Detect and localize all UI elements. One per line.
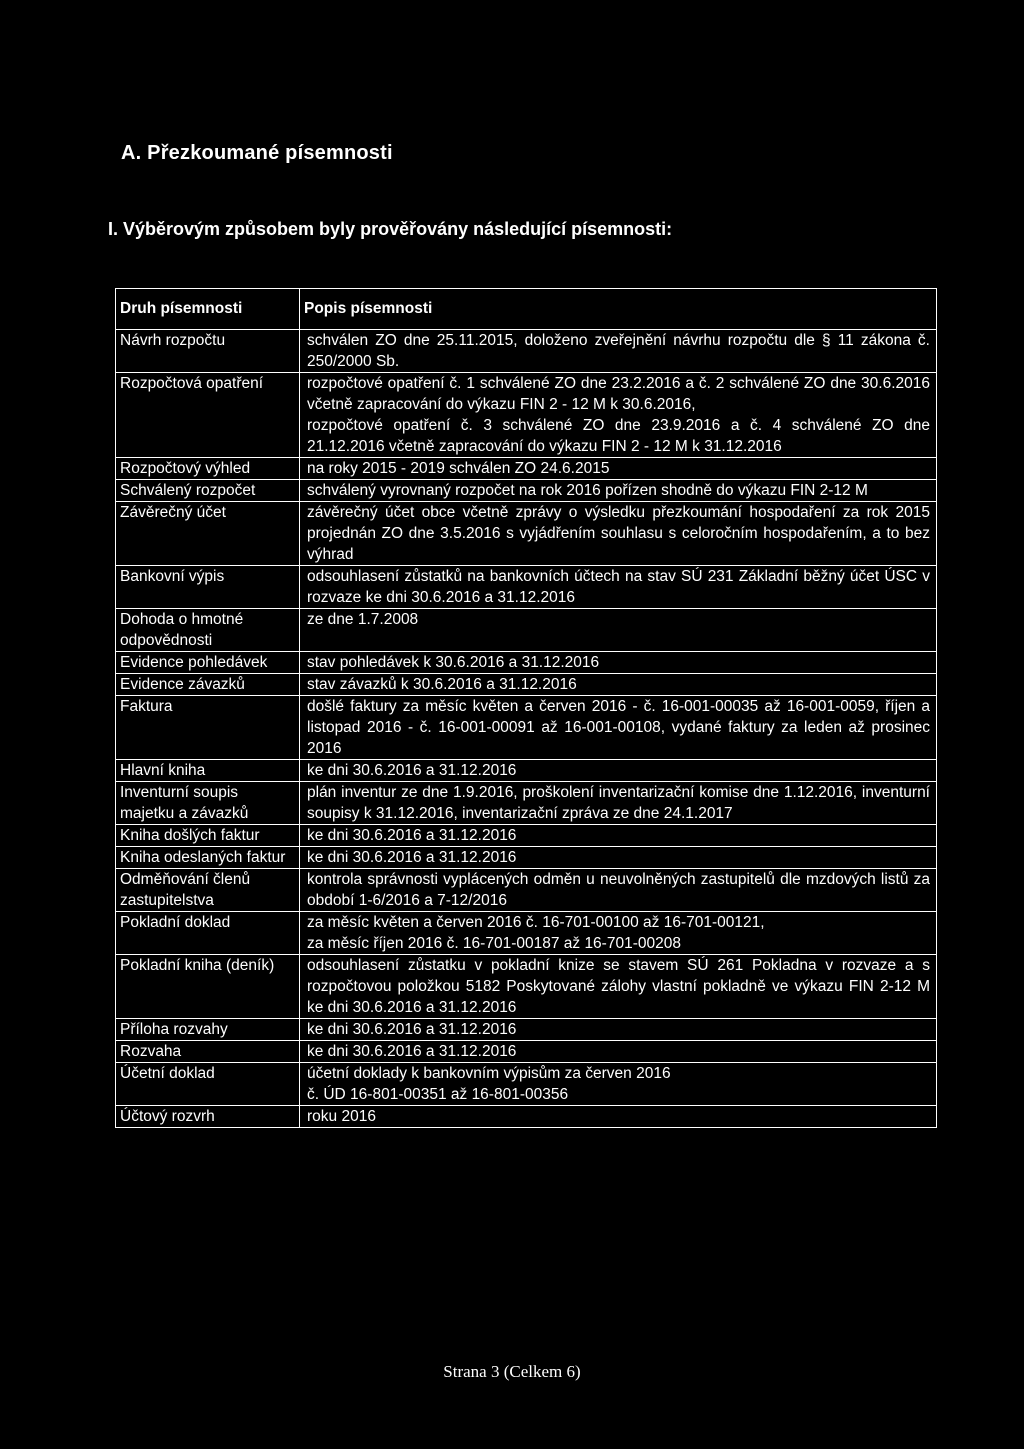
table-row: [116, 912, 937, 955]
table-row: [116, 1041, 937, 1063]
table-row: [116, 373, 937, 458]
table-row: [116, 869, 937, 912]
column-header-type: Druh písemnosti: [116, 289, 300, 330]
document-description-cell: schválený vyrovnaný rozpočet na rok 2016 pořízen shodně do výkazu FIN 2-12 M: [300, 480, 937, 502]
table-row: [116, 1106, 937, 1128]
table-row: [116, 696, 937, 760]
table-row: [116, 674, 937, 696]
document-description-cell: odsouhlasení zůstatků na bankovních účtech na stav SÚ 231 Základní běžný účet ÚSC v rozvaze ke dni 30.6.2016 a 31.12.2016: [300, 566, 937, 609]
document-type-cell: Schválený rozpočet: [116, 480, 300, 502]
column-header-description: Popis písemnosti: [300, 289, 937, 330]
table-row: [116, 458, 937, 480]
table-row: [116, 480, 937, 502]
document-description-cell: ke dni 30.6.2016 a 31.12.2016: [300, 847, 937, 869]
document-description-cell: plán inventur ze dne 1.9.2016, proškolení inventarizační komise dne 1.12.2016, inventurní soupisy k 31.12.2016, inventarizační zpráva ze dne 24.1.2017: [300, 782, 937, 825]
document-type-cell: Účetní doklad: [116, 1063, 300, 1106]
table-row: [116, 847, 937, 869]
table-row: [116, 566, 937, 609]
table-row: [116, 609, 937, 652]
table-row: [116, 502, 937, 566]
table-header-row: [116, 289, 937, 330]
document-description-cell: účetní doklady k bankovním výpisům za červen 2016 č. ÚD 16-801-00351 až 16-801-00356: [300, 1063, 937, 1106]
document-type-cell: Inventurní soupis majetku a závazků: [116, 782, 300, 825]
document-description-cell: ke dni 30.6.2016 a 31.12.2016: [300, 1041, 937, 1063]
document-description-cell: na roky 2015 - 2019 schválen ZO 24.6.2015: [300, 458, 937, 480]
table-body: [116, 330, 937, 1128]
document-description-cell: ze dne 1.7.2008: [300, 609, 937, 652]
table-row: [116, 1019, 937, 1041]
table-row: [116, 760, 937, 782]
document-type-cell: Příloha rozvahy: [116, 1019, 300, 1041]
document-description-cell: kontrola správnosti vyplácených odměn u neuvolněných zastupitelů dle mzdových listů za období 1-6/2016 a 7-12/2016: [300, 869, 937, 912]
table-row: [116, 782, 937, 825]
subsection-title: I. Výběrovým způsobem byly prověřovány následující písemnosti:: [108, 219, 673, 239]
document-type-cell: Kniha odeslaných faktur: [116, 847, 300, 869]
document-type-cell: Rozpočtový výhled: [116, 458, 300, 480]
document-description-cell: rozpočtové opatření č. 1 schválené ZO dne 23.2.2016 a č. 2 schválené ZO dne 30.6.2016 včetně zapracování do výkazu FIN 2 - 12 M k 30.6.2016, rozpočtové opatření č. 3 schválené ZO dne 23.9.2016 a č. 4 schválené ZO dne 21.12.2016 včetně zapracování do výkazu FIN 2 - 12 M k 31.12.2016: [300, 373, 937, 458]
document-type-cell: Návrh rozpočtu: [116, 330, 300, 373]
table-row: [116, 1063, 937, 1106]
document-type-cell: Evidence závazků: [116, 674, 300, 696]
document-description-cell: stav pohledávek k 30.6.2016 a 31.12.2016: [300, 652, 937, 674]
document-description-cell: odsouhlasení zůstatku v pokladní knize se stavem SÚ 261 Pokladna v rozvaze a s rozpočtovou položkou 5182 Poskytované zálohy vlastní pokladně ve výkazu FIN 2-12 M ke dni 30.6.2016 a 31.12.2016: [300, 955, 937, 1019]
document-description-cell: schválen ZO dne 25.11.2015, doloženo zveřejnění návrhu rozpočtu dle § 11 zákona č. 250/2000 Sb.: [300, 330, 937, 373]
document-type-cell: Hlavní kniha: [116, 760, 300, 782]
document-type-cell: Závěrečný účet: [116, 502, 300, 566]
document-description-cell: ke dni 30.6.2016 a 31.12.2016: [300, 825, 937, 847]
document-type-cell: Faktura: [116, 696, 300, 760]
section-title: A. Přezkoumané písemnosti: [121, 142, 393, 164]
table-row: [116, 330, 937, 373]
document-description-cell: závěrečný účet obce včetně zprávy o výsledku přezkoumání hospodaření za rok 2015 projednán ZO dne 3.5.2016 s vyjádřením souhlasu s celoročním hospodařením, a to bez výhrad: [300, 502, 937, 566]
document-type-cell: Dohoda o hmotné odpovědnosti: [116, 609, 300, 652]
table-row: [116, 955, 937, 1019]
document-description-cell: za měsíc květen a červen 2016 č. 16-701-00100 až 16-701-00121, za měsíc říjen 2016 č. 16-701-00187 až 16-701-00208: [300, 912, 937, 955]
document-type-cell: Evidence pohledávek: [116, 652, 300, 674]
table-row: [116, 825, 937, 847]
document-type-cell: Kniha došlých faktur: [116, 825, 300, 847]
documents-table: [115, 288, 937, 1128]
document-type-cell: Odměňování členů zastupitelstva: [116, 869, 300, 912]
document-description-cell: došlé faktury za měsíc květen a červen 2016 - č. 16-001-00035 až 16-001-0059, říjen a listopad 2016 - č. 16-001-00091 až 16-001-00108, vydané faktury za leden až prosinec 2016: [300, 696, 937, 760]
document-type-cell: Pokladní doklad: [116, 912, 300, 955]
table-row: [116, 652, 937, 674]
document-type-cell: Rozvaha: [116, 1041, 300, 1063]
document-type-cell: Pokladní kniha (deník): [116, 955, 300, 1019]
document-description-cell: stav závazků k 30.6.2016 a 31.12.2016: [300, 674, 937, 696]
document-type-cell: Rozpočtová opatření: [116, 373, 300, 458]
document-description-cell: ke dni 30.6.2016 a 31.12.2016: [300, 1019, 937, 1041]
document-type-cell: Bankovní výpis: [116, 566, 300, 609]
page-footer: Strana 3 (Celkem 6): [443, 1362, 581, 1381]
document-description-cell: ke dni 30.6.2016 a 31.12.2016: [300, 760, 937, 782]
document-description-cell: roku 2016: [300, 1106, 937, 1128]
document-type-cell: Účtový rozvrh: [116, 1106, 300, 1128]
